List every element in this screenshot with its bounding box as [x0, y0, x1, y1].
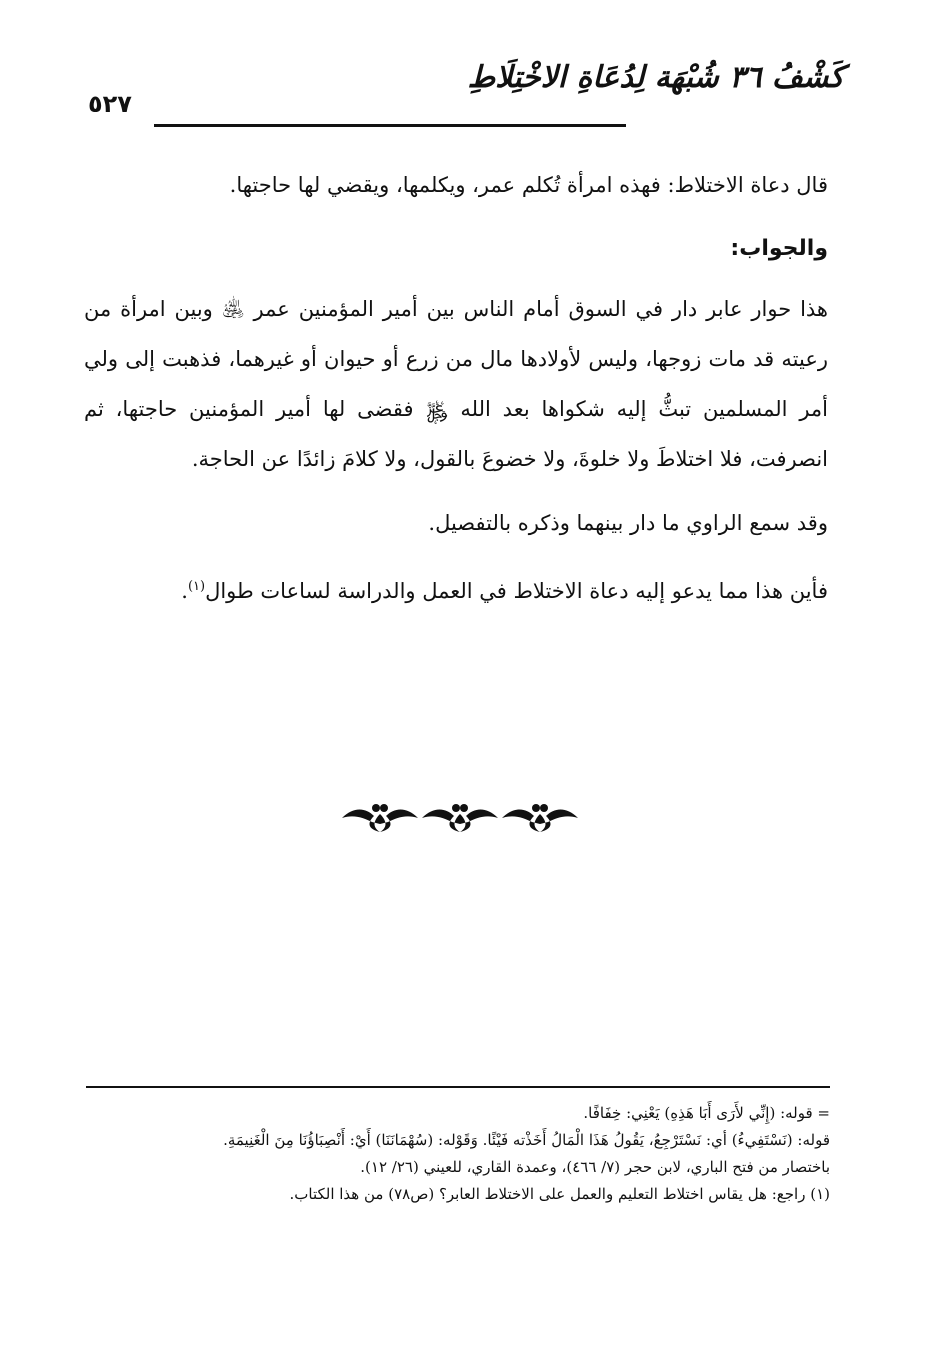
header-rule — [154, 124, 626, 127]
page-header — [88, 60, 844, 130]
footnote-separator — [86, 1086, 830, 1088]
footnote-line: (١) راجع: هل يقاس اختلاط التعليم والعمل على الاختلاط العابر؟ (ص٧٨) من هذا الكتاب. — [289, 1185, 830, 1203]
paragraph-claim: قال دعاة الاختلاط: فهذه امرأة تُكلم عمر، ويكلمها، ويقضي لها حاجتها. — [229, 173, 828, 197]
floral-ornament — [340, 798, 580, 838]
footnote-ref: (١) — [187, 579, 206, 594]
running-title: كَشْفُ ٣٦ شُبْهَة لِدُعَاةِ الاخْتِلَاطِ — [467, 60, 844, 95]
main-text — [84, 160, 828, 616]
page-number: ٥٢٧ — [88, 90, 132, 118]
paragraph-conclusion — [84, 562, 828, 616]
footnotes — [86, 1100, 830, 1208]
paragraph-narrator: وقد سمع الراوي ما دار بينهما وذكره بالتفصيل. — [428, 511, 828, 535]
paragraph-answer: هذا حوار عابر دار في السوق أمام الناس بين أمير المؤمنين عمر ﵁ وبين امرأة من رعيته قد مات زوجها، وليس لأولادها مال من زرع أو حيوان أو غيرهما، فذهبت إلى ولي أمر المسلمين تبثُّ إليه شكواها بعد الله ﷿ فقضى لها أمير المؤمنين حاجتها، ثم انصرفت، فلا اختلاطَ ولا خلوةَ، ولا خضوعَ بالقول، ولا كلامَ زائدًا عن الحاجة. — [84, 297, 828, 471]
conclusion-end: . — [181, 579, 188, 603]
footnote-line: = قوله: (إِنِّي لأَرَى أَبَا هَذِهِ) يَعْنِي: خِفَافًا. — [583, 1104, 830, 1122]
ornament-motif — [342, 804, 418, 832]
ornament-motif — [422, 804, 498, 832]
ornament-motif — [502, 804, 578, 832]
footnote-line: قوله: (نَسْتَفِيءُ) أي: نَسْتَرْجِعُ، يَقُولُ هَذَا الْمَالُ أَخَذْته فَيْئًا. وَقَوْله: (سُهْمَانَنَا) أَيْ: أَنْصِبَاؤُنَا مِنَ الْغَنِيمَةِ. — [223, 1131, 830, 1149]
conclusion-text: فأين هذا مما يدعو إليه دعاة الاختلاط في العمل والدراسة لساعات طوال — [205, 579, 828, 603]
answer-heading: والجواب: — [730, 236, 828, 261]
footnote-line: باختصار من فتح الباري، لابن حجر (٧/ ٤٦٦)، وعمدة القاري، للعيني (٢٦/ ١٢). — [360, 1158, 830, 1176]
